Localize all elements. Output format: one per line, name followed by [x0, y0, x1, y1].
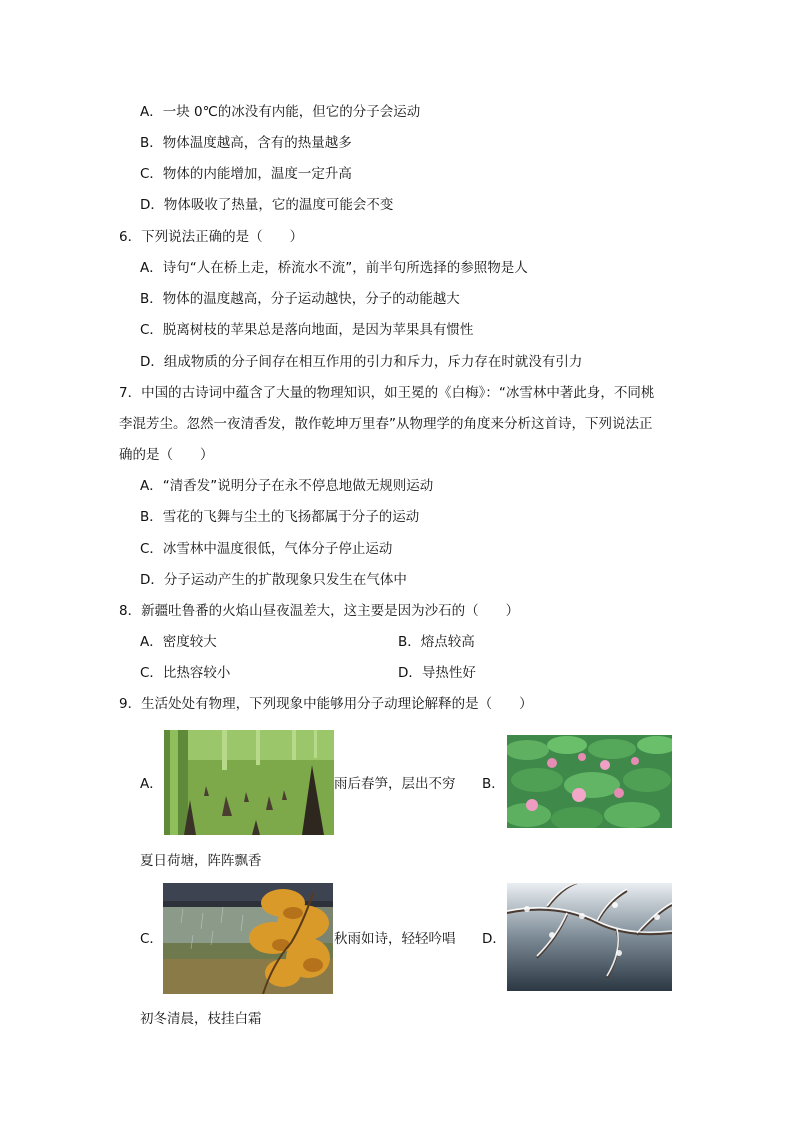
- q9-option-c-letter: C．: [140, 931, 163, 947]
- q9-option-d-caption: 初冬清晨，枝挂白霜: [140, 1011, 262, 1027]
- q8-option-a: A．密度较大: [140, 634, 217, 650]
- q8-option-c: C．比热容较小: [140, 665, 231, 681]
- q7-option-b: B．雪花的飞舞与尘土的飞扬都属于分子的运动: [140, 509, 420, 525]
- q7-stem-line-3: 确的是（ ）: [119, 447, 214, 463]
- q6-option-b: B．物体的温度越高，分子运动越快，分子的动能越大: [140, 291, 460, 307]
- q5-option-c: C．物体的内能增加，温度一定升高: [140, 166, 352, 182]
- q9-option-a-letter: A．: [140, 776, 163, 792]
- q7-stem-line-2: 李混芳尘。忽然一夜清香发，散作乾坤万里春”从物理学的角度来分析这首诗，下列说法正: [119, 416, 653, 432]
- q7-stem-line-1: 7．中国的古诗词中蕴含了大量的物理知识，如王冕的《白梅》：“冰雪林中著此身，不同桃: [119, 385, 655, 401]
- q8-option-d: D．导热性好: [398, 665, 476, 681]
- lotus-pond-image: [507, 735, 672, 828]
- q9-option-a-caption: 雨后春笋，层出不穷: [334, 776, 456, 792]
- frost-branch-image: [507, 883, 672, 991]
- q6-option-d: D．组成物质的分子间存在相互作用的引力和斥力，斥力存在时就没有引力: [140, 354, 583, 370]
- bamboo-shoots-image: [164, 730, 334, 835]
- q5-option-b: B．物体温度越高，含有的热量越多: [140, 135, 352, 151]
- q8-option-b: B．熔点较高: [398, 634, 475, 650]
- q7-option-a: A．“清香发”说明分子在永不停息地做无规则运动: [140, 478, 434, 494]
- q9-option-b-caption: 夏日荷塘，阵阵飘香: [140, 853, 262, 869]
- q7-option-d: D．分子运动产生的扩散现象只发生在气体中: [140, 572, 407, 588]
- q9-option-d-letter: D．: [482, 931, 506, 947]
- autumn-rain-image: [163, 883, 333, 994]
- q6-option-a: A．诗句“人在桥上走，桥流水不流”，前半句所选择的参照物是人: [140, 260, 528, 276]
- q9-stem: 9．生活处处有物理，下列现象中能够用分子动理论解释的是（ ）: [119, 696, 533, 712]
- q6-stem: 6．下列说法正确的是（ ）: [119, 229, 304, 245]
- q8-stem: 8．新疆吐鲁番的火焰山昼夜温差大，这主要是因为沙石的（ ）: [119, 603, 520, 619]
- q6-option-c: C．脱离树枝的苹果总是落向地面，是因为苹果具有惯性: [140, 322, 474, 338]
- q7-option-c: C．冰雪林中温度很低，气体分子停止运动: [140, 541, 393, 557]
- q5-option-d: D．物体吸收了热量，它的温度可能会不变: [140, 197, 394, 213]
- q9-option-b-letter: B．: [482, 776, 505, 792]
- q9-option-c-caption: 秋雨如诗，轻轻吟唱: [334, 931, 456, 947]
- q5-option-a: A．一块 0℃的冰没有内能，但它的分子会运动: [140, 104, 421, 120]
